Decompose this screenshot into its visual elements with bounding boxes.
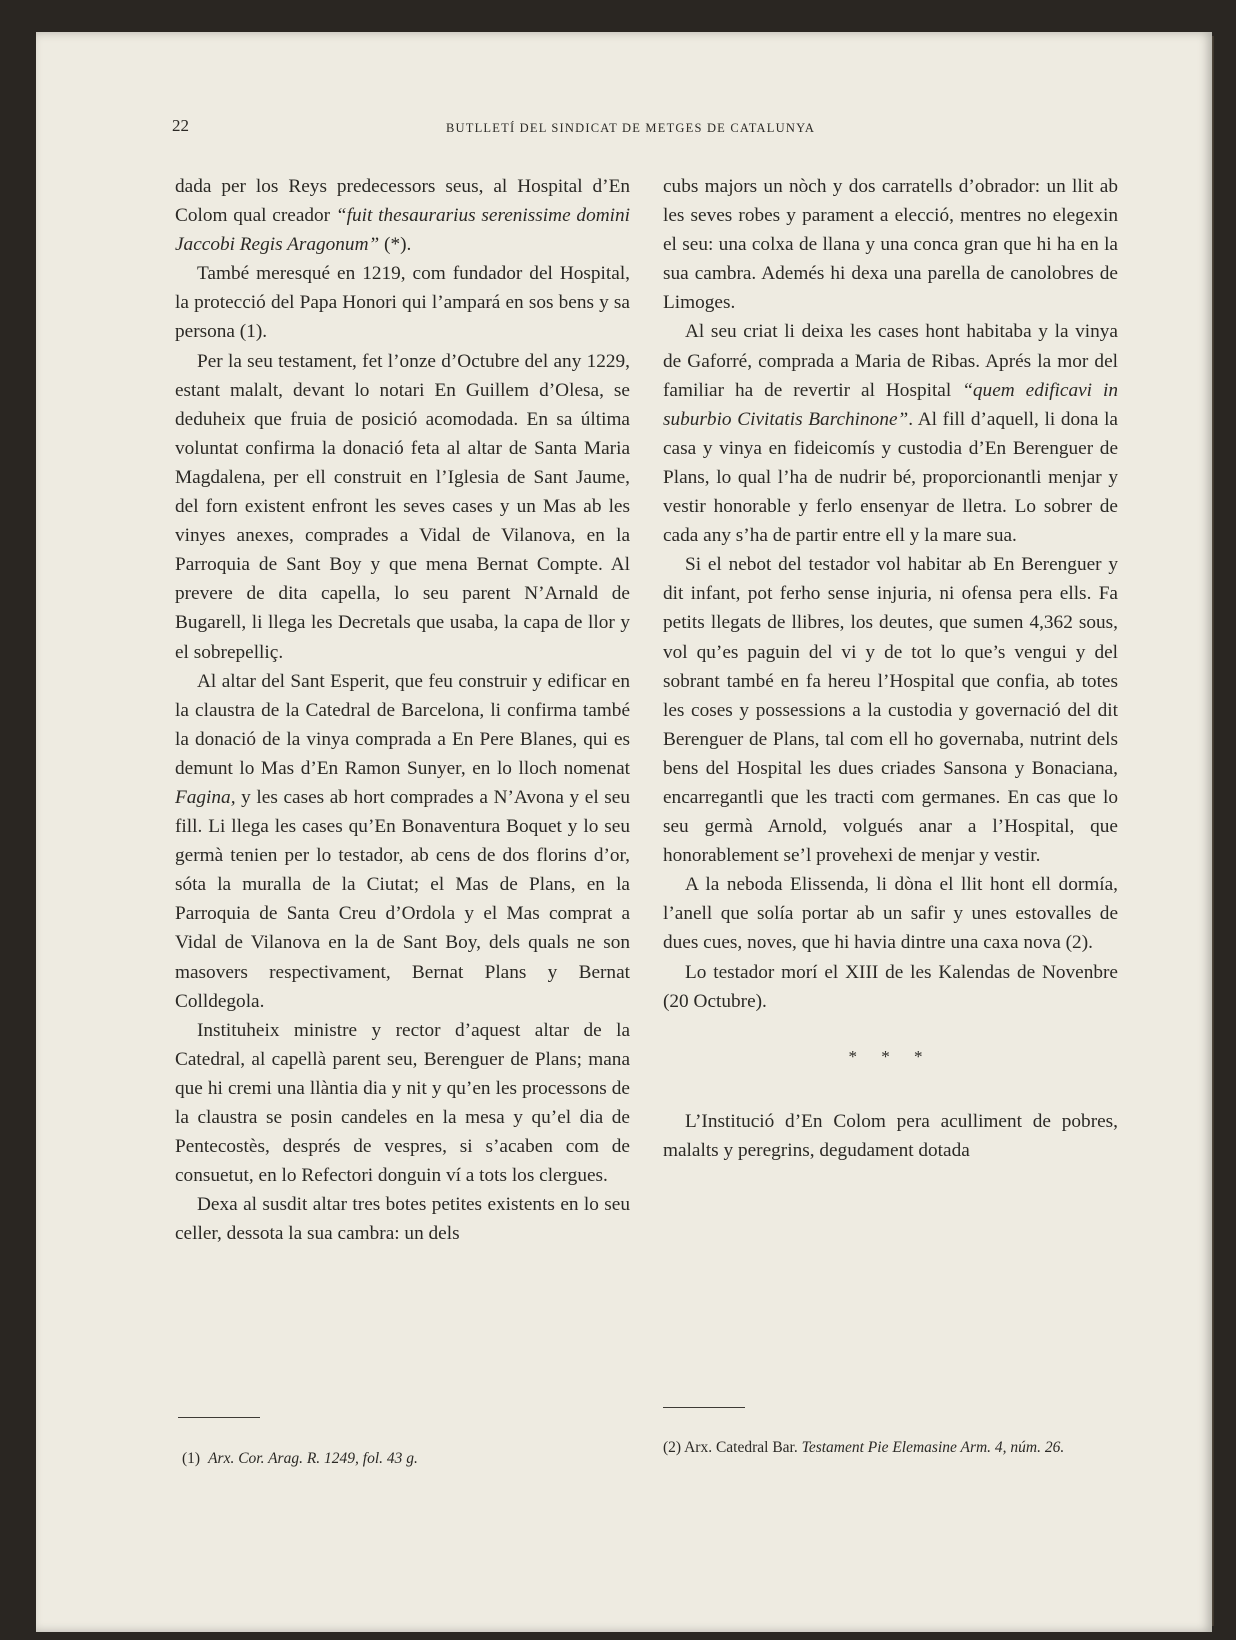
paragraph: cubs majors un nòch y dos carratells d’obrador: un llit ab les seves robes y parament a elecció, mentres no elegexin el seu: una colxa de llana y una conca gran que hi ha en la sua cambra. Ademés hi dexa una parella de canolobres de Limoges. — [663, 176, 1118, 314]
paragraph: L’Institució d’En Colom pera aculliment de pobres, malalts y peregrins, degudament dotada — [663, 1110, 1118, 1161]
section-separator: * * * — [848, 1046, 933, 1066]
paragraph: També meresqué en 1219, com fundador del Hospital, la protecció del Papa Honori qui l’ampará en sos bens y sa persona (1). — [175, 263, 630, 343]
left-column — [175, 172, 630, 1248]
journal-title: BUTLLETÍ DEL SINDICAT DE METGES DE CATALUNYA — [446, 121, 816, 135]
paragraph: Al seu criat li deixa les cases hont habitaba y la vinya de Gaforré, comprada a Maria de Ribas. Aprés la mor del familiar ha de revertir al Hospital “quem edificavi in suburbio Civitatis Barchinone”. Al fill d’aquell, li dona la casa y vinya en fideicomís y custodia d’En Berenguer de Plans, lo qual l’ha de nudrir bé, proporcionantli menjar y vestir honorable y ferlo ensenyar de lletra. Lo sobrer de cada any s’ha de partir entre ell y la mare sua. — [663, 321, 1118, 547]
paragraph: Si el nebot del testador vol habitar ab En Berenguer y dit infant, pot ferho sense injuria, ni ofensa pera ells. Fa petits llegats de llibres, los deutes, que sumen 4,362 sous, vol qu’es paguin del vi y de tot lo que’s vengui y del sobrant també en fa hereu l’Hospital que confia, ab totes les coses y possessions a la custodia y governació del dit Berenguer de Plans, tal com ell ho governaba, nutrint dels bens del Hospital les dues criades Sansona y Bonaciana, encarregantli que les tracti com germanes. En cas que lo seu germà Arnold, volgués anar a l’Hospital, que honorablement se’l provehexi de menjar y vestir. — [663, 554, 1118, 867]
footnote-1 — [182, 1451, 622, 1467]
place-name: Fagina, — [175, 786, 236, 808]
page-number: 22 — [172, 116, 189, 135]
paragraph: Lo testador morí el XIII de les Kalendas de Novenbre (20 Octubre). — [663, 961, 1118, 1012]
running-head — [172, 116, 862, 140]
latin-quote: “fuit thesaurarius serenissime domini Jaccobi Regis Aragonum” — [175, 205, 630, 256]
footnote-mark: (1) — [182, 1450, 201, 1467]
paragraph: A la neboda Elissenda, li dòna el llit hont ell dormía, l’anell que solía portar ab un safir y unes estovalles de dues cues, noves, que hi havia dintre una caxa nova (2). — [663, 874, 1118, 954]
footnote-rule — [663, 1407, 745, 1408]
paragraph: Dexa al susdit altar tres botes petites existents en lo seu celler, dessota la sua cambra: un dels — [175, 1194, 630, 1245]
footnote-mark: (2) — [663, 1439, 682, 1456]
footnote-citation: Arx. Catedral Bar. — [684, 1439, 798, 1456]
paragraph: Per la seu testament, fet l’onze d’Octubre del any 1229, estant malalt, devant lo notari En Guillem d’Olesa, se deduheix que fruia de posició acomodada. En sa última voluntat confirma la donació feta al altar de Santa Maria Magdalena, per ell construit en l’Iglesia de Sant Jaume, del forn existent enfront les seves cases y un Mas ab les vinyes anexes, comprades a Vidal de Vilanova, en la Parroquia de Sant Boy y que mena Bernat Compte. Al prevere de dita capella, lo seu parent N’Arnald de Bugarell, li llega les Decretals que usaba, la capa de llor y el sobrepelliç. — [175, 350, 630, 663]
paragraph: dada per los Reys predecessors seus, al Hospital d’En Colom qual creador “fuit thesaurarius serenissime domini Jaccobi Regis Aragonum” (*). — [175, 176, 630, 256]
footnote-document-title: Testament Pie Elemasine Arm. 4, núm. 26. — [801, 1439, 1065, 1456]
footnote-rule — [178, 1417, 260, 1418]
latin-quote: “quem edificavi in suburbio Civitatis Barchinone” — [663, 379, 1118, 430]
footnote-citation: Arx. Cor. Arag. R. 1249, fol. 43 g. — [208, 1450, 418, 1467]
footnote-2 — [663, 1440, 1118, 1456]
paragraph: Al altar del Sant Esperit, que feu construir y edificar en la claustra de la Catedral de Barcelona, li confirma també la donació de la vinya comprada a En Pere Blanes, qui es demunt lo Mas d’En Ramon Sunyer, en lo lloch nomenat Fagina, y les cases ab hort comprades a N’Avona y el seu fill. Li llega les cases qu’En Bonaventura Boquet y lo seu germà tenien per lo testador, ab cens de dos florins d’or, sóta la muralla de la Ciutat; el Mas de Plans, en la Parroquia de Santa Creu d’Ordola y el Mas comprat a Vidal de Vilanova en la de Sant Boy, dels quals ne son masovers respectivament, Bernat Plans y Bernat Colldegola. — [175, 670, 630, 1012]
right-column — [663, 172, 1118, 1165]
paragraph: Instituheix ministre y rector d’aquest altar de la Catedral, al capellà parent seu, Berenguer de Plans; mana que hi cremi una llàntia dia y nit y qu’en les processons de la claustra se posin candeles en la mesa y qu’el dia de Pentecostès, després de vespres, si s’acaben com de consuetut, en lo Refectori donguin ví a tots los clergues. — [175, 1019, 630, 1187]
